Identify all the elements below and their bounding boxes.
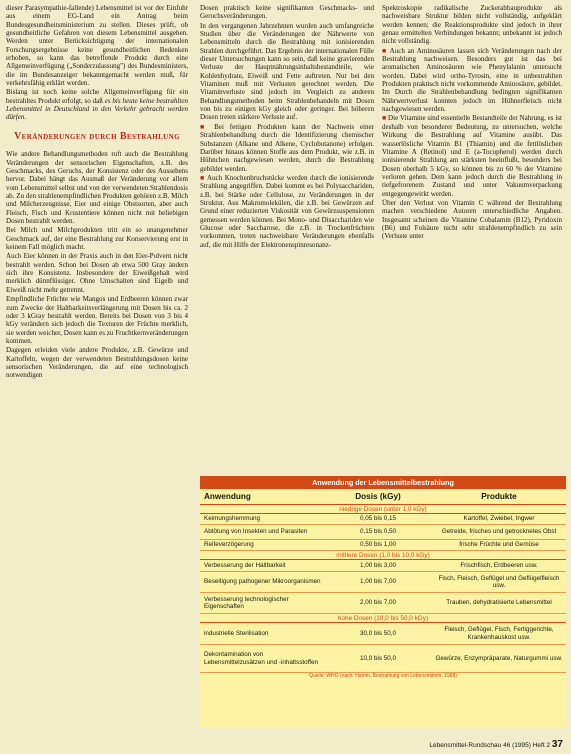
journal-name: Lebensmittel-Rundschau — [429, 742, 502, 749]
section-heading: Veränderungen durch Bestrahlung — [14, 130, 180, 142]
table-row — [200, 572, 566, 593]
emphasis-text: es bis heute keine bestrahlten Lebensmittel in Deutschland in den Verkehr gebracht werden dürfen. — [6, 96, 189, 122]
paragraph-text: Die Vitamine sind essentielle Bestandteile der Nahrung, es ist deshalb von besonderer Bedeutung, zu untersuchen, welche Wirkung die Bestrahlung auf Vitamine ausübt. Das wasserlösliche Vitamin B1 (Thiamin) und die fettlöslichen Vitamine A (Retinol) und E (a-Tocopherol) werden durch ionisierende Strahlung am stärksten beeinflußt, besonders bei Dosen oberhalb 5 kGy, so können bis zu 60 % der Vitamine verloren gehen. Dem kann jedoch durch die Bestrahlung in tiefgefrorenem Zustand und unter Vakuumverpackung entgegengewirkt werden. — [382, 114, 562, 198]
paragraph: Über den Verlust von Vitamin C während der Bestrahlung machen verschiedene Autoren unterschiedliche Angaben. Insgesamt scheinen die Vitamine Cobalamin (B12), Pyridoxin (B6) und Folsäure nicht sehr strahlenempfindlich zu sein (Verluste unter — [382, 198, 562, 241]
paragraph: In den vergangenen Jahrzehnten wurden auch umfangreiche Studien über die Veränderungen der Nährwerte von Lebensmitteln durch die Bestrahlung mit ionisierenden Strahlen durchgeführt. Das Ergebnis der internationalen Fülle dieser Untersuchungen kann so sein, daß keine gravierenden Verluste der Hauptnährungsinhaltsbestandteile, wie Kohlenhydrate, Eiweiß und Fette auftreten. Nur bei den Vitaminen muß mit Verlusten gerechnet werden. Die Vitaminverluste sind jedoch im Vergleich zu anderen Behandlungsmethoden beim Strahlenbehandeln mit Dosen von bis zu einigen kGy gleich oder geringer. Bei höheren Dosen treten stärkere Verluste auf. — [200, 21, 374, 122]
paragraph-text: Bei fettigen Produkten kann der Nachweis einer Strahlenbehandlung durch die Identifizierung chemischer Substanzen (Alkane und Alkene, Cyclobutanone) erfolgen. Darüber hinaus können Stoffe aus dem Produkt, wie z.B. in Hühnchen nachgewiesen werden, durch die Bestrahlung gebildet werden. — [200, 122, 375, 173]
table-row — [200, 514, 566, 525]
table-dose-group: niedrige Dosen (unter 1,0 kGy) — [200, 505, 566, 514]
cell-products: frische Früchte und Gemüse — [459, 541, 539, 549]
text-column-middle — [200, 4, 374, 250]
cell-dose: 10,0 bis 50,0 — [359, 654, 397, 662]
paragraph-text: Auch an Aminosäuren lassen sich Veränderungen nach der Bestrahlung nachweisen. Besonders gut ist das bei aromatischen Aminosäuren wie Phenylalanin untersucht worden. Dabei wird ortho-Tyrosin, eine in unbestrahlten Produkten praktisch nicht vorkommende Aminosäure, gebildet. Im Durch die Strahlenbehandlung bedingten signifikanten Nährwertverlust konnten jedoch im Hühnerfleisch nicht nachgewiesen werden. — [382, 46, 562, 114]
issue-info: 46 (1995) Heft 2 — [503, 742, 551, 749]
table-row — [200, 593, 566, 614]
table-row — [200, 623, 566, 645]
cell-products: Gewürze, Enzympräparate, Naturgummi usw. — [435, 654, 563, 662]
table-row — [200, 525, 566, 540]
cell-products: Fleisch, Geflügel, Fisch, Fertiggerichte, Krankenhauskost usw. — [444, 626, 554, 641]
bullet-square-icon: ■ — [200, 122, 209, 131]
paragraph — [382, 114, 562, 197]
column-header-application: Anwendung — [204, 491, 251, 501]
paragraph-text: Bislang ist noch keine solche Allgemeinverfügung für ein bestrahltes Produkt erfolgt, so daß — [6, 88, 188, 105]
cell-products: Trauben, dehydratisierte Lebensmittel — [446, 599, 552, 607]
cell-products: Fisch, Fleisch, Geflügel und Geflügelfleisch usw. — [438, 574, 560, 589]
text-column-right — [382, 4, 562, 242]
cell-application: Abtötung von Insekten und Parasiten — [204, 528, 308, 536]
table-footnote: Quelle: WHO (nach: Hamm, Bestrahlung von Lebensmitteln, 1988) — [309, 673, 457, 679]
paragraph: Spektroskopie radikalische Zuckerabbauprodukte als nachweisbare Struktur bilden nicht vollständig, aufgeklärt werden kennen; die Reaktionsprodukte sind jedoch in ihrer genau ermittelten Verbindungen bekannt; unbekannt ist jedoch nicht vollständig. — [382, 4, 562, 46]
cell-dose: 0,05 bis 0,15 — [359, 515, 397, 523]
paragraph — [382, 47, 562, 114]
text-column-left — [6, 4, 188, 381]
paragraph: Dagegen erleiden viele andere Produkte, z.B. Gewürze und Kartoffeln, wegen der verwendeten Bestrahlungsdosen keine sensorischen Veränderungen, die auf eine technologisch notwendigen — [6, 346, 188, 380]
paragraph-text: Auch Knochenbruchstücke werden durch die ionisierende Strahlung angegriffen. Dabei kommt es bei Polysacchariden, z.B. bei Stärke oder Cellulose, zu Veränderungen in der Struktur. Aus Makromolekülen, die z.B. bei Gewürzen auf Grund einer reduzierten Viskosität von Gewürzsuspensionen gemessen werden können. Bei Mono- und Disacchariden wie Glucose oder Saccharose, die z.B. in Trockenfrüchten vorkommen, treten nachweisbare Veränderungen ebenfalls auf, die mit Hilfe der Elektronenspinresonanz- — [200, 173, 375, 249]
table-row — [200, 540, 566, 551]
cell-products: Frischfisch, Erdbeeren usw. — [460, 561, 538, 569]
table-dose-group: hohe Dosen (10,0 bis 50,0 kGy) — [200, 614, 566, 623]
cell-application: Dekontamination von Lebensmittelzusätzen und -inhaltsstoffen — [204, 651, 318, 666]
bullet-square-icon: ■ — [382, 46, 388, 55]
paragraph: Empfindliche Früchte wie Mangos und Erdbeeren können zwar zum Zwecke der Haltbarkeitsverlängerung mit Dosen bis ca. 2 oder 3 kGray bestrahlt werden. Bereits bei Dosen von 3 bis 4 kGy verändern sich jedoch die Texturen der Früchte merklich, sie werden weicher, Dosen kann es zu Fruchtkernveränderungen kommen. — [6, 295, 188, 345]
paragraph: Wie andere Behandlungsmethoden ruft auch die Bestrahlung Veränderungen der sensorischen Eigenschaften, z.B. des Geschmacks, des Geruchs, der Konsistenz oder des Aussehens hervor. Dabei hängt das Ausmaß der Veränderung vor allem vom Lebensmittel selbst und von der verwendeten Strahlendosis ab. Zu den strahlenempfindlichen Produkten gehören z.B. Milch und Milcherzeugnisse, Eier und einige Obstsorten, aber auch Fleisch, Fisch und Krustentiere können nicht mit beliebigen Dosen bestrahlt werden. — [6, 150, 188, 226]
paragraph — [200, 174, 374, 249]
page-footer — [429, 739, 563, 750]
cell-application: Keimungshemmung — [204, 515, 261, 523]
paragraph — [6, 88, 188, 121]
table-dose-group: mittlere Dosen (1,0 bis 10,0 kGy) — [200, 551, 566, 560]
paragraph: Bei Milch und Milchprodukten tritt ein so unangenehmer Geschmack auf, der eine Bestrahlung zur Konservierung erst in keinem Fall möglich macht. — [6, 226, 188, 252]
table-row — [200, 560, 566, 572]
table-header-row — [200, 489, 566, 505]
paragraph: Auch Eier können in der Praxis auch in den Eier-Pulvern nicht bestrahlt werden. Schon bei Dosen ab etwa 500 Gray ändern sich ihre Konsistenz. Insbesondere der Eiweißgehalt wird merklich dünnflüssiger. Ohne Umschalten sind Eigelb und Eiweiß nicht mehr getrennt. — [6, 252, 188, 294]
irradiation-table — [200, 476, 566, 727]
paragraph: dieser Parasympathie-fallende) Lebensmittel ist vor der Einfuhr aus einem EG-Land ein Antrag beim Bundesgesundheitsministerium zu stellen. Dieses prüft, ob gesundheitliche Gefahren von diesem Lebensmittel ausgehen. Werden unter Berücksichtigung der internationalen Forschungsergebnisse keine gesundheitlichen Bedenken erhoben, so kann das betreffende Produkt durch eine Allgemeinverfügung („Sonderzulassung") des Bundesministers, die im Bundesanzeiger bekanntgemacht werden muß, für verkehrsfähig erklärt werden. — [6, 4, 188, 88]
cell-application: industrielle Sterilisation — [204, 629, 269, 637]
cell-application: Reifeverzögerung — [204, 541, 254, 549]
cell-dose: 30,0 bis 50,0 — [359, 629, 397, 637]
cell-dose: 2,00 bis 7,00 — [359, 599, 397, 607]
cell-application: Beseitigung pathogener Mikroorganismen — [204, 578, 321, 586]
paragraph: Dosen praktisch keine signifikanten Geschmacks- und Geruchsveränderungen. — [200, 4, 374, 21]
cell-dose: 1,00 bis 7,00 — [359, 578, 397, 586]
column-header-dose: Dosis (kGy) — [355, 491, 401, 501]
cell-application: Verbesserung der Haltbarkeit — [204, 561, 286, 569]
cell-dose: 1,00 bis 3,00 — [359, 561, 397, 569]
column-header-products: Produkte — [481, 491, 517, 501]
bullet-square-icon: ■ — [382, 114, 387, 123]
cell-products: Kartoffel, Zwiebel, Ingwer — [463, 515, 535, 523]
cell-products: Getreide, frisches und getrocknetes Obst — [441, 528, 557, 536]
page-number: 37 — [551, 739, 563, 750]
cell-application: Verbesserung technologischer Eigenschaften — [204, 595, 289, 610]
table-title: Anwendung der Lebensmittelbestrahlung — [200, 476, 566, 489]
bullet-square-icon: ■ — [200, 173, 205, 182]
paragraph — [200, 123, 374, 173]
table-row — [200, 645, 566, 673]
cell-dose: 0,50 bis 1,00 — [359, 541, 397, 549]
table-body — [200, 505, 566, 673]
cell-dose: 0,15 bis 0,50 — [359, 528, 397, 536]
